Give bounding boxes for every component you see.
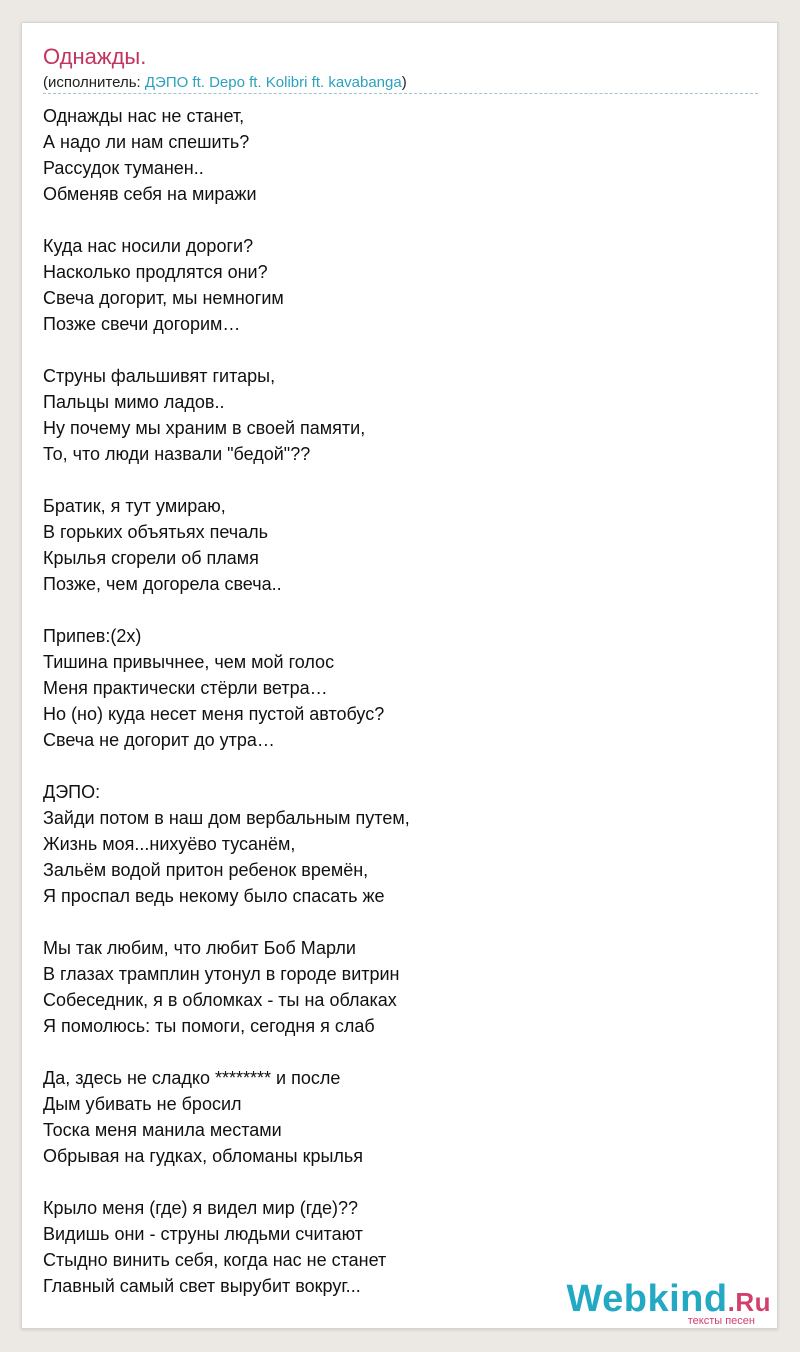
logo-brand: Webkind: [566, 1278, 728, 1320]
lyric-line: Обрывая на гудках, обломаны крылья: [43, 1146, 364, 1166]
lyric-line: А надо ли нам спешить?: [43, 132, 250, 152]
lyrics-stanza: [43, 233, 758, 337]
lyric-line: ДЭПО:: [43, 782, 101, 802]
lyric-line: Братик, я тут умираю,: [43, 496, 226, 516]
byline-prefix: (исполнитель:: [43, 74, 145, 91]
song-title[interactable]: Однажды.: [43, 44, 147, 69]
lyric-line: Позже свечи догорим…: [43, 314, 241, 334]
title-divider: [43, 93, 758, 94]
lyric-line: Свеча догорит, мы немногим: [43, 288, 284, 308]
lyric-line: Собеседник, я в обломках - ты на облаках: [43, 990, 397, 1010]
lyric-line: Ну почему мы храним в своей памяти,: [43, 418, 366, 438]
lyric-line: Насколько продлятся они?: [43, 262, 268, 282]
lyrics-stanza: [43, 493, 758, 597]
lyrics-stanza: [43, 935, 758, 1039]
lyric-line: Припев:(2x): [43, 626, 142, 646]
lyric-line: Свеча не догорит до утра…: [43, 730, 275, 750]
lyric-line: В глазах трамплин утонул в городе витрин: [43, 964, 400, 984]
logo-domain: .Ru: [727, 1287, 771, 1317]
lyric-line: Но (но) куда несет меня пустой автобус?: [43, 704, 385, 724]
lyric-line: Жизнь моя...нихуёво тусанём,: [43, 834, 296, 854]
artist-byline: [43, 74, 407, 92]
byline-suffix: ): [401, 74, 407, 91]
lyric-line: В горьких объятьях печаль: [43, 522, 269, 542]
lyrics-card: [21, 22, 778, 1329]
lyric-line: Тишина привычнее, чем мой голос: [43, 652, 335, 672]
lyric-line: Видишь они - струны людьми считают: [43, 1224, 363, 1244]
lyric-line: Зайди потом в наш дом вербальным путем,: [43, 808, 410, 828]
lyric-line: Стыдно винить себя, когда нас не станет: [43, 1250, 387, 1270]
lyric-line: Мы так любим, что любит Боб Марли: [43, 938, 356, 958]
lyric-line: Зальём водой притон ребенок времён,: [43, 860, 369, 880]
lyrics-stanza: [43, 1065, 758, 1169]
lyrics-stanza: [43, 363, 758, 467]
lyric-line: Рассудок туманен..: [43, 158, 204, 178]
lyric-line: Я проспал ведь некому было спасать же: [43, 886, 385, 906]
lyric-line: Тоска меня манила местами: [43, 1120, 282, 1140]
lyrics-stanza: [43, 779, 758, 909]
lyric-line: Крыло меня (где) я видел мир (где)??: [43, 1198, 358, 1218]
lyric-line: Пальцы мимо ладов..: [43, 392, 225, 412]
lyric-line: Обменяв себя на миражи: [43, 184, 257, 204]
lyric-line: Главный самый свет вырубит вокруг...: [43, 1276, 361, 1296]
lyric-line: Позже, чем догорела свеча..: [43, 574, 282, 594]
lyric-line: То, что люди назвали "бедой"??: [43, 444, 311, 464]
logo-tagline: тексты песен: [687, 1315, 755, 1327]
lyric-line: Да, здесь не сладко ******** и после: [43, 1068, 341, 1088]
lyric-line: Дым убивать не бросил: [43, 1094, 242, 1114]
lyrics-stanza: [43, 103, 758, 207]
lyric-line: Меня практически стёрли ветра…: [43, 678, 328, 698]
lyric-line: Струны фальшивят гитары,: [43, 366, 276, 386]
lyrics-stanza: [43, 623, 758, 753]
lyrics-body: [43, 103, 758, 1325]
artist-link[interactable]: ДЭПО ft. Depo ft. Kolibri ft. kavabanga: [144, 74, 402, 91]
lyric-line: Однажды нас не станет,: [43, 106, 245, 126]
lyric-line: Куда нас носили дороги?: [43, 236, 254, 256]
lyric-line: Я помолюсь: ты помоги, сегодня я слаб: [43, 1016, 375, 1036]
lyric-line: Крылья сгорели об пламя: [43, 548, 259, 568]
site-logo[interactable]: [566, 1280, 771, 1328]
